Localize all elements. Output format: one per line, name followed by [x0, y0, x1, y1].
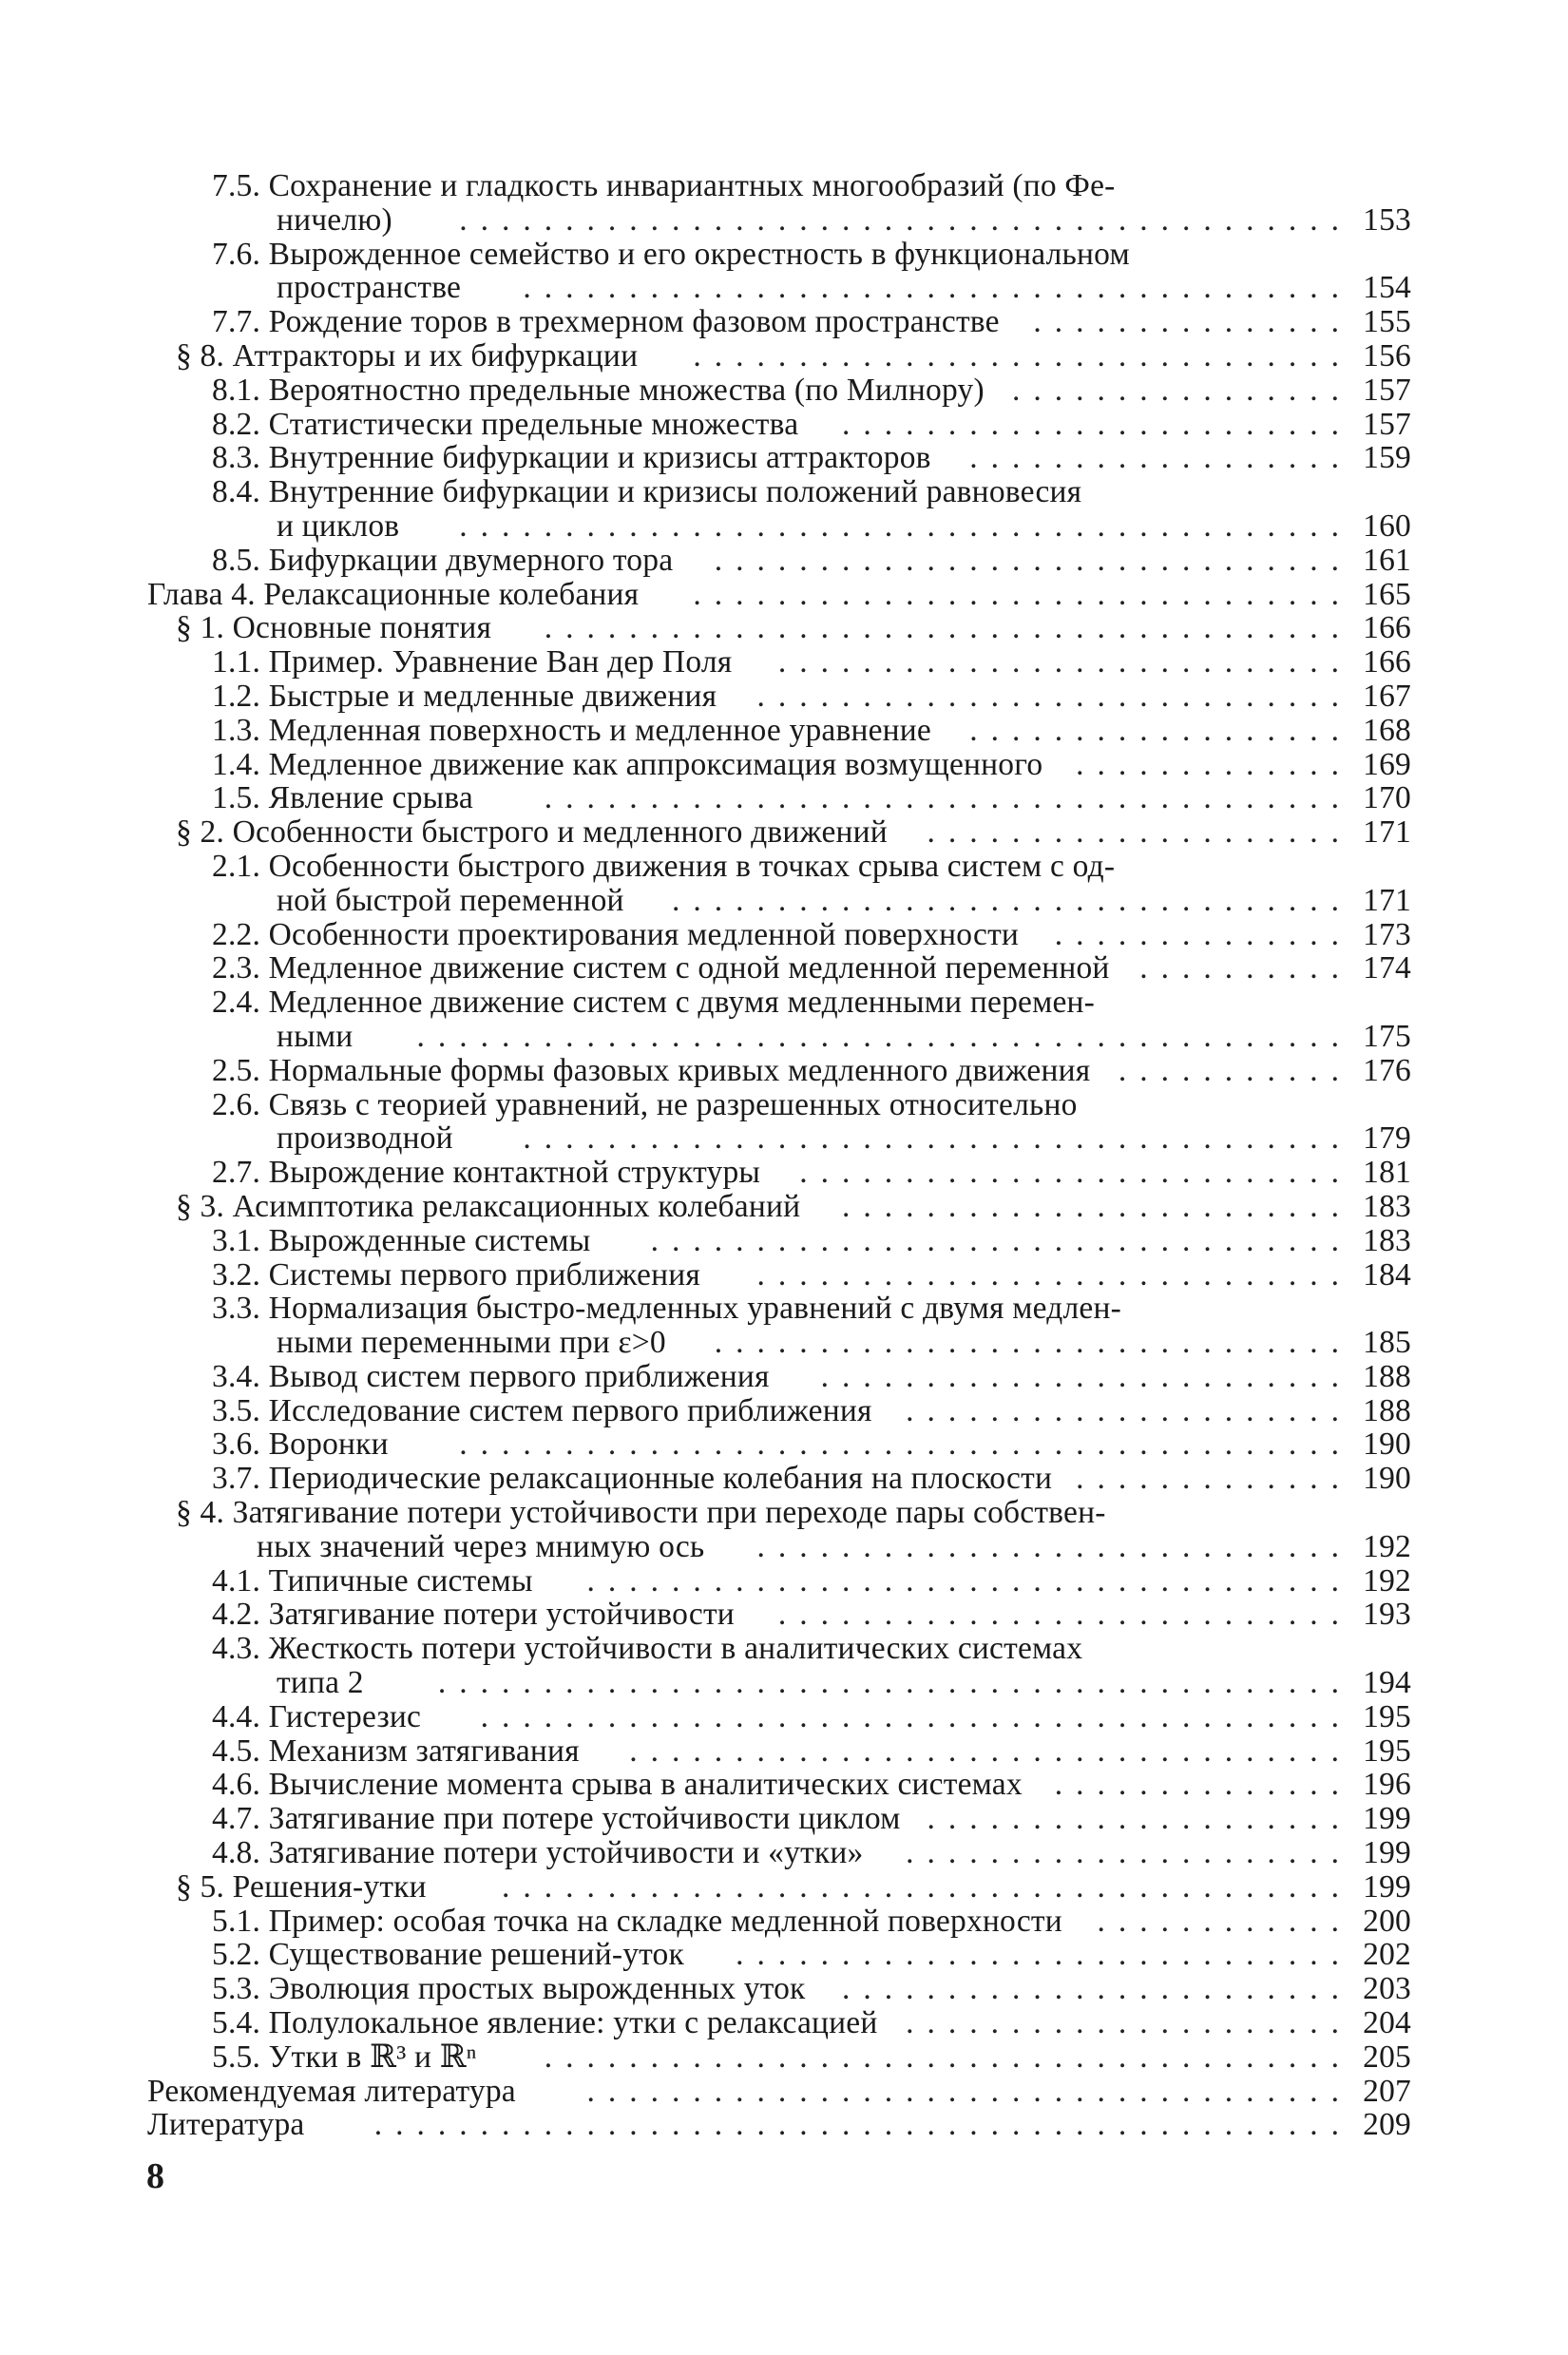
toc-entry [147, 1700, 1411, 1734]
toc-entry-page: 184 [1363, 1256, 1411, 1292]
toc-entry-title: ных значений через мнимую ось [257, 1528, 705, 1564]
toc-entry-title: 8.5. Бифуркации двумерного тора [212, 542, 674, 578]
toc-entry-title: ными [277, 1018, 354, 1054]
toc-entry-title: 7.7. Рождение торов в трехмерном фазовом пространстве [212, 304, 1000, 340]
toc-entry [147, 1496, 1411, 1530]
toc-entry-title: Литература [147, 2107, 305, 2143]
toc-entry-page: 175 [1363, 1018, 1411, 1054]
toc-entry-title: 4.4. Гистерезис [212, 1698, 422, 1734]
toc-entry-page: 195 [1363, 1733, 1411, 1769]
toc-entry [147, 1020, 1411, 1054]
toc-entry [147, 951, 1411, 986]
toc-dot-leader: ....................................... [523, 271, 1352, 306]
toc-dot-leader: ........................ [842, 1189, 1352, 1224]
toc-entry-page: 156 [1363, 337, 1411, 373]
toc-entry [147, 918, 1411, 952]
toc-dot-leader: ........................................... [437, 1666, 1352, 1700]
toc-entry-page: 199 [1363, 1801, 1411, 1837]
toc-entry [147, 1190, 1411, 1224]
toc-entry [147, 1598, 1411, 1632]
toc-entry-title: Глава 4. Релаксационные колебания [147, 576, 640, 612]
toc-entry-title: 8.3. Внутренние бифуркации и кризисы аттракторов [212, 440, 931, 476]
toc-entry [147, 714, 1411, 748]
toc-entry-title: 3.5. Исследование систем первого приближения [212, 1392, 872, 1428]
toc-entry-title: 1.5. Явление срыва [212, 780, 474, 816]
toc-dot-leader: .................................. [629, 1733, 1352, 1769]
toc-entry-title: 1.3. Медленная поверхность и медленное уравнение [212, 712, 932, 748]
toc-entry-title: § 8. Аттракторы и их бифуркации [176, 337, 639, 373]
toc-entry-title: ничелю) [277, 201, 392, 238]
toc-entry-title: 4.6. Вычисление момента срыва в аналитических системах [212, 1767, 1023, 1803]
toc-dot-leader: ............... [1033, 305, 1352, 339]
toc-entry-page: 200 [1363, 1903, 1411, 1939]
toc-entry [147, 578, 1411, 612]
toc-entry-title: 4.2. Затягивание потери устойчивости [212, 1597, 735, 1633]
toc-entry-page: 155 [1363, 304, 1411, 340]
toc-entry-title: 7.6. Вырожденное семейство и его окрестность в функциональном [212, 236, 1130, 272]
toc-entry-title: 4.3. Жесткость потери устойчивости в аналитических системах [212, 1631, 1083, 1667]
toc-entry-page: 165 [1363, 576, 1411, 612]
toc-entry [147, 850, 1411, 884]
toc-dot-leader: ...................................... [544, 2039, 1352, 2075]
toc-entry [147, 169, 1411, 203]
toc-entry-title: 5.5. Утки в ℝ³ и ℝⁿ [212, 2039, 477, 2075]
toc-entry-title: 3.1. Вырожденные системы [212, 1222, 591, 1258]
toc-dot-leader: ............................ [756, 679, 1352, 714]
toc-entry-page: 190 [1363, 1461, 1411, 1497]
toc-entry [147, 1666, 1411, 1700]
toc-entry-title: 4.1. Типичные системы [212, 1562, 533, 1599]
toc-entry-page: 166 [1363, 610, 1411, 646]
toc-dot-leader: .......................... [799, 1156, 1352, 1190]
toc-entry [147, 1870, 1411, 1905]
toc-entry [147, 1768, 1411, 1802]
toc-entry [147, 645, 1411, 680]
toc-entry-title: 8.4. Внутренние бифуркации и кризисы положений равновесия [212, 474, 1082, 510]
toc-entry-title: 2.7. Вырождение контактной структуры [212, 1155, 761, 1191]
toc-entry [147, 748, 1411, 782]
toc-entry-page: 195 [1363, 1698, 1411, 1734]
toc-dot-leader: ............ [1097, 1904, 1352, 1939]
toc-entry-title: 2.3. Медленное движение систем с одной медленной переменной [212, 950, 1110, 986]
toc-entry-page: 204 [1363, 2005, 1411, 2041]
toc-dot-leader: ............................ [756, 1257, 1352, 1292]
toc-entry [147, 1394, 1411, 1428]
toc-entry [147, 781, 1411, 815]
toc-entry [147, 339, 1411, 373]
toc-dot-leader: .................................... [586, 1563, 1352, 1599]
toc-entry-title: 4.7. Затягивание при потере устойчивости циклом [212, 1801, 901, 1837]
toc-entry-title: 4.5. Механизм затягивания [212, 1733, 580, 1769]
toc-entry-page: 185 [1363, 1325, 1411, 1361]
toc-entry [147, 271, 1411, 305]
toc-dot-leader: .............................. [714, 543, 1352, 578]
toc-dot-leader: .......... [1139, 951, 1352, 986]
toc-dot-leader: ..................... [906, 2006, 1352, 2040]
toc-dot-leader: ....................................... [523, 1121, 1352, 1157]
toc-dot-leader: ......................................... [480, 1699, 1352, 1734]
toc-entry-title: 1.4. Медленное движение как аппроксимация возмущенного [212, 746, 1043, 782]
toc-entry-title: ными переменными при ε>0 [277, 1325, 666, 1361]
toc-entry [147, 1054, 1411, 1088]
toc-dot-leader: ...................................... [544, 611, 1352, 646]
toc-entry-title: 2.6. Связь с теорией уравнений, не разрешенных относительно [212, 1086, 1078, 1122]
toc-dot-leader: ................................. [650, 1223, 1352, 1258]
toc-entry-title: § 3. Асимптотика релаксационных колебаний [176, 1188, 801, 1224]
toc-entry-title: 5.3. Эволюция простых вырожденных уток [212, 1971, 806, 2007]
toc-dot-leader: ........................ [842, 407, 1352, 442]
toc-entry-page: 173 [1363, 916, 1411, 952]
toc-dot-leader: ........................................ [502, 1869, 1352, 1905]
toc-entry-page: 209 [1363, 2107, 1411, 2143]
toc-entry [147, 1530, 1411, 1564]
toc-entry-page: 192 [1363, 1528, 1411, 1564]
toc-entry-page: 183 [1363, 1188, 1411, 1224]
toc-dot-leader: ........................... [777, 645, 1352, 680]
toc-entry [147, 986, 1411, 1020]
toc-dot-leader: ............................... [693, 577, 1352, 612]
toc-entry-page: 199 [1363, 1868, 1411, 1905]
toc-dot-leader: .................. [969, 713, 1352, 748]
toc-entry-title: 2.5. Нормальные формы фазовых кривых медленного движения [212, 1052, 1091, 1088]
toc-entry-title: § 1. Основные понятия [176, 610, 492, 646]
toc-entry [147, 305, 1411, 339]
toc-entry [147, 441, 1411, 475]
toc-entry [147, 611, 1411, 645]
toc-entry-page: 203 [1363, 1971, 1411, 2007]
toc-entry [147, 1462, 1411, 1496]
toc-entry [147, 1258, 1411, 1292]
toc-entry-page: 167 [1363, 678, 1411, 714]
toc-entry [147, 1360, 1411, 1394]
toc-entry-title: 7.5. Сохранение и гладкость инвариантных многообразий (по Фе- [212, 168, 1116, 203]
toc-dot-leader: ............................ [756, 1529, 1352, 1564]
toc-entry-page: 199 [1363, 1835, 1411, 1871]
toc-dot-leader: ............. [1076, 747, 1352, 782]
table-of-contents [147, 169, 1411, 2142]
toc-entry [147, 1156, 1411, 1190]
toc-entry [147, 1802, 1411, 1836]
toc-dot-leader: ..................... [906, 1836, 1352, 1870]
toc-entry-title: Рекомендуемая литература [147, 2073, 516, 2109]
toc-dot-leader: ................ [1012, 373, 1352, 408]
toc-entry-title: 4.8. Затягивание потери устойчивости и «утки» [212, 1835, 864, 1871]
toc-entry-page: 188 [1363, 1358, 1411, 1394]
toc-dot-leader: ..................... [906, 1393, 1352, 1428]
toc-dot-leader: ............................................ [416, 1019, 1352, 1054]
toc-dot-leader: .............................. [714, 1326, 1352, 1360]
toc-entry [147, 544, 1411, 578]
toc-entry [147, 238, 1411, 272]
toc-dot-leader: ........................... [777, 1598, 1352, 1633]
toc-entry-page: 171 [1363, 882, 1411, 918]
toc-entry-page: 171 [1363, 814, 1411, 851]
toc-entry-page: 159 [1363, 440, 1411, 476]
toc-entry-page: 153 [1363, 201, 1411, 238]
toc-entry-title: 1.2. Быстрые и медленные движения [212, 678, 717, 714]
toc-dot-leader: .......................................... [459, 202, 1352, 238]
toc-entry-page: 168 [1363, 712, 1411, 748]
toc-entry-page: 188 [1363, 1392, 1411, 1428]
toc-entry [147, 509, 1411, 544]
toc-entry [147, 2040, 1411, 2075]
toc-entry [147, 1427, 1411, 1462]
toc-entry-page: 183 [1363, 1222, 1411, 1258]
toc-entry-title: 5.1. Пример: особая точка на складке медленной поверхности [212, 1903, 1062, 1939]
toc-entry-page: 170 [1363, 780, 1411, 816]
toc-entry-page: 176 [1363, 1052, 1411, 1088]
toc-entry [147, 1836, 1411, 1870]
toc-entry-title: 8.2. Статистически предельные множества [212, 406, 799, 442]
toc-entry-title: 3.6. Воронки [212, 1426, 389, 1463]
toc-dot-leader: .................. [969, 441, 1352, 476]
toc-entry [147, 1938, 1411, 1972]
toc-entry [147, 408, 1411, 442]
toc-entry-title: § 5. Решения-утки [176, 1868, 427, 1905]
toc-entry [147, 1088, 1411, 1122]
toc-entry-title: типа 2 [277, 1665, 364, 1701]
toc-dot-leader: .............. [1054, 1768, 1352, 1803]
toc-entry-page: 192 [1363, 1562, 1411, 1599]
toc-entry [147, 373, 1411, 408]
toc-dot-leader: .............. [1054, 917, 1352, 952]
toc-entry-page: 181 [1363, 1155, 1411, 1191]
toc-entry [147, 1326, 1411, 1360]
toc-entry [147, 2006, 1411, 2040]
toc-entry [147, 2108, 1411, 2142]
toc-entry-page: 169 [1363, 746, 1411, 782]
toc-entry [147, 203, 1411, 238]
toc-entry-page: 157 [1363, 372, 1411, 408]
toc-entry [147, 884, 1411, 918]
toc-entry [147, 680, 1411, 714]
toc-entry [147, 1292, 1411, 1326]
toc-dot-leader: ............. [1076, 1462, 1352, 1497]
toc-dot-leader: ............................... [693, 338, 1352, 373]
toc-entry-title: 2.2. Особенности проектирования медленной поверхности [212, 916, 1020, 952]
toc-entry-title: 5.4. Полулокальное явление: утки с релаксацией [212, 2005, 878, 2041]
toc-dot-leader: .......................................... [459, 508, 1352, 544]
toc-entry [147, 1972, 1411, 2006]
toc-entry-page: 205 [1363, 2039, 1411, 2075]
toc-entry-page: 193 [1363, 1597, 1411, 1633]
toc-entry-page: 202 [1363, 1937, 1411, 1973]
toc-entry [147, 1564, 1411, 1599]
toc-entry-title: § 4. Затягивание потери устойчивости при переходе пары собствен- [176, 1495, 1106, 1531]
toc-entry-title: 3.2. Системы первого приближения [212, 1256, 700, 1292]
page-number: 8 [146, 2156, 164, 2196]
toc-entry-page: 160 [1363, 507, 1411, 544]
toc-entry [147, 1632, 1411, 1666]
toc-dot-leader: .................... [927, 1802, 1352, 1837]
toc-entry-page: 161 [1363, 542, 1411, 578]
toc-entry-page: 196 [1363, 1767, 1411, 1803]
toc-entry-title: и циклов [277, 507, 400, 544]
toc-entry [147, 1734, 1411, 1769]
toc-entry [147, 1224, 1411, 1258]
toc-entry-page: 166 [1363, 644, 1411, 680]
toc-entry-title: производной [277, 1120, 453, 1157]
toc-dot-leader: ........................ [842, 1972, 1352, 2007]
toc-dot-leader: .................... [927, 815, 1352, 850]
toc-entry-title: 1.1. Пример. Уравнение Ван дер Поля [212, 644, 733, 680]
toc-entry [147, 1905, 1411, 1939]
toc-entry-title: 8.1. Вероятностно предельные множества (по Милнору) [212, 372, 985, 408]
toc-entry-title: 3.4. Вывод систем первого приближения [212, 1358, 770, 1394]
toc-entry-page: 190 [1363, 1426, 1411, 1463]
toc-entry-page: 154 [1363, 270, 1411, 306]
toc-dot-leader: ........... [1118, 1053, 1352, 1088]
toc-entry [147, 815, 1411, 850]
toc-entry [147, 475, 1411, 509]
toc-dot-leader: ................................ [672, 883, 1352, 918]
toc-entry-title: 3.3. Нормализация быстро-медленных уравнений с двумя медлен- [212, 1291, 1121, 1327]
toc-entry-title: ной быстрой переменной [277, 882, 624, 918]
toc-entry-title: 3.7. Периодические релаксационные колебания на плоскости [212, 1461, 1053, 1497]
toc-entry-title: 5.2. Существование решений-уток [212, 1937, 684, 1973]
toc-entry-page: 194 [1363, 1665, 1411, 1701]
toc-dot-leader: ......................... [820, 1359, 1352, 1394]
toc-entry-page: 179 [1363, 1120, 1411, 1157]
toc-dot-leader: ............................. [736, 1938, 1352, 1973]
toc-dot-leader: .............................................. [373, 2108, 1352, 2143]
toc-entry-title: 2.1. Особенности быстрого движения в точках срыва систем с од- [212, 848, 1116, 884]
toc-entry-title: § 2. Особенности быстрого и медленного движений [176, 814, 888, 851]
toc-entry-title: 2.4. Медленное движение систем с двумя медленными перемен- [212, 985, 1096, 1021]
toc-entry [147, 2075, 1411, 2109]
toc-dot-leader: .................................... [586, 2074, 1352, 2109]
toc-entry-page: 174 [1363, 950, 1411, 986]
toc-entry-page: 207 [1363, 2073, 1411, 2109]
toc-entry-title: пространстве [277, 270, 462, 306]
toc-entry [147, 1121, 1411, 1156]
toc-dot-leader: ...................................... [544, 781, 1352, 816]
toc-entry-page: 157 [1363, 406, 1411, 442]
toc-dot-leader: .......................................... [459, 1427, 1352, 1463]
